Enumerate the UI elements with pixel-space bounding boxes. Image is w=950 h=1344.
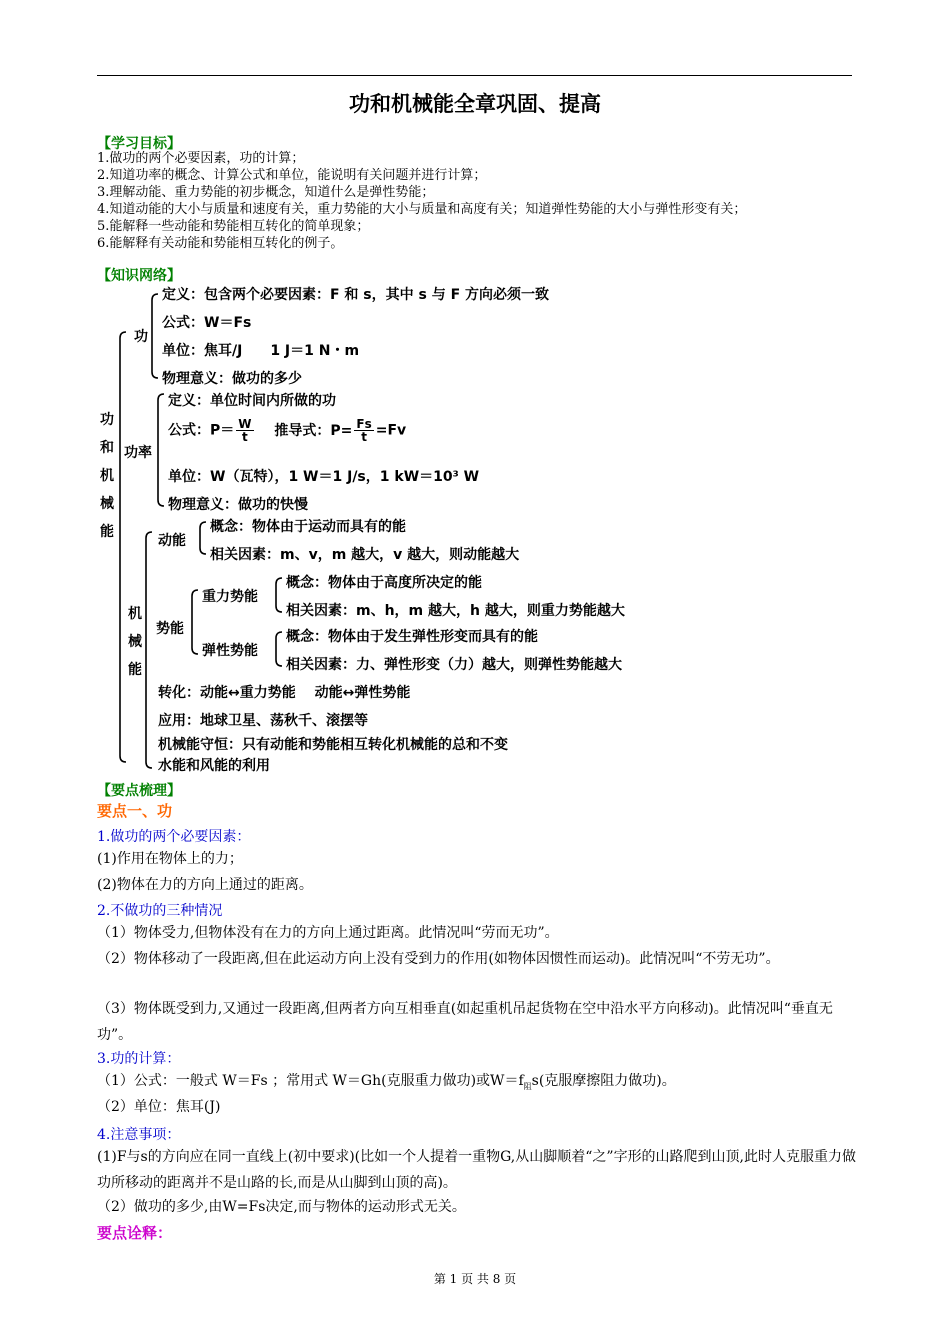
subheading-4: 4.注意事项： — [97, 1127, 181, 1143]
objective-item: 3.理解动能、重力势能的初步概念，知道什么是弹性势能； — [97, 185, 435, 200]
elastic-factor: 相关因素：力、弹性形变（力）越大，则弹性势能越大 — [286, 657, 622, 673]
objective-item: 2.知道功率的概念、计算公式和单位，能说明有关问题并进行计算； — [97, 168, 487, 183]
kinetic-factor: 相关因素：m、v，m 越大，v 越大，则动能越大 — [210, 547, 520, 563]
objectives-heading: 【学习目标】 — [97, 136, 181, 152]
page-footer: 第 1 页 共 8 页 — [433, 1272, 517, 1286]
conversion: 转化：动能↔重力势能 动能↔弹性势能 — [158, 685, 411, 701]
paragraph: （2）物体移动了一段距离,但在此运动方向上没有受到力的作用(如物体因惯性而运动)。此情况叫“不劳无功”。 — [97, 951, 780, 967]
formula-paragraph: （1）公式：一般式 W＝Fs ；常用式 W＝Gh(克服重力做功)或$W=f_阻s$(克服摩擦阻力做功)。 — [97, 1073, 676, 1091]
subheading-2: 2.不做功的三种情况 — [97, 903, 223, 919]
paragraph: （2）单位：焦耳(J) — [97, 1099, 221, 1115]
objective-item: 6.能解释有关动能和势能相互转化的例子。 — [97, 236, 344, 251]
power-formula: 公式：P＝ $\frac{W}{t}$ 推导式：P= $\frac{Fs}{t}$ =Fv — [168, 417, 407, 444]
work-formula: 公式：W＝Fs — [162, 315, 252, 331]
power-meaning: 物理意义：做功的快慢 — [168, 497, 308, 513]
keypoints-heading: 【要点梳理】 — [97, 783, 181, 799]
potential-label: 势能 — [156, 621, 184, 637]
gravity-concept: 概念：物体由于高度所决定的能 — [286, 575, 482, 591]
work-label: 功 — [134, 329, 148, 345]
objective-item: 1.做功的两个必要因素，功的计算； — [97, 151, 305, 166]
work-meaning: 物理意义：做功的多少 — [162, 371, 302, 387]
objectives-list — [97, 150, 857, 252]
elastic-label: 弹性势能 — [202, 643, 258, 659]
power-definition: 定义：单位时间内所做的功 — [168, 393, 336, 409]
gravity-factor: 相关因素：m、h，m 越大，h 越大，则重力势能越大 — [286, 603, 625, 619]
knowledge-network-diagram — [96, 282, 696, 777]
gravity-label: 重力势能 — [202, 589, 258, 605]
paragraph: （2）做功的多少,由W=Fs决定,而与物体的运动形式无关。 — [97, 1199, 466, 1215]
objective-item: 4.知道动能的大小与质量和速度有关，重力势能的大小与质量和高度有关；知道弹性势能的大小与弹性形变有关； — [97, 202, 747, 217]
kinetic-concept: 概念：物体由于运动而具有的能 — [210, 519, 406, 535]
application: 应用：地球卫星、荡秋千、滚摆等 — [158, 713, 368, 729]
work-unit: 单位：焦耳/J 1 J＝1 N・m — [162, 343, 360, 359]
water-wind: 水能和风能的利用 — [158, 758, 270, 774]
subheading-1: 1.做功的两个必要因素： — [97, 829, 251, 845]
conservation: 机械能守恒：只有动能和势能相互转化机械能的总和不变 — [158, 737, 508, 753]
power-label: 功率 — [124, 445, 152, 461]
page-title: 功和机械能全章巩固、提高 — [349, 92, 601, 116]
paragraph: (2)物体在力的方向上通过的距离。 — [97, 877, 313, 893]
paragraph: (1)作用在物体上的力； — [97, 851, 243, 867]
subheading-3: 3.功的计算： — [97, 1051, 181, 1067]
paragraph: (1)F与s的方向应在同一直线上(初中要求)(比如一个人提着一重物G,从山脚顺着“之”字形的山路爬到山顶,此时人克服重力做功所移动的距离并不是山路的长,而是从山脚到山顶的高)。 — [97, 1149, 857, 1191]
mech-label: 机 械 能 — [128, 606, 142, 678]
point-one-heading: 要点一、功 — [97, 802, 173, 820]
kinetic-label: 动能 — [158, 533, 186, 549]
work-definition: 定义：包含两个必要因素：F 和 s，其中 s 与 F 方向必须一致 — [162, 287, 550, 303]
header-rule — [97, 75, 852, 76]
network-heading: 【知识网络】 — [97, 268, 181, 284]
power-unit: 单位：W（瓦特），1 W＝1 J/s，1 kW＝10³ W — [168, 469, 480, 485]
root-label: 功 和 机 械 能 — [100, 412, 114, 540]
explanation-heading: 要点诠释： — [97, 1224, 173, 1242]
objective-item: 5.能解释一些动能和势能相互转化的简单现象； — [97, 219, 370, 234]
paragraph: （3）物体既受到力,又通过一段距离,但两者方向互相垂直(如起重机吊起货物在空中沿水平方向移动)。此情况叫“垂直无功”。 — [97, 1001, 833, 1043]
paragraph: （1）物体受力,但物体没有在力的方向上通过距离。此情况叫“劳而无功”。 — [97, 925, 559, 941]
elastic-concept: 概念：物体由于发生弹性形变而具有的能 — [286, 629, 538, 645]
